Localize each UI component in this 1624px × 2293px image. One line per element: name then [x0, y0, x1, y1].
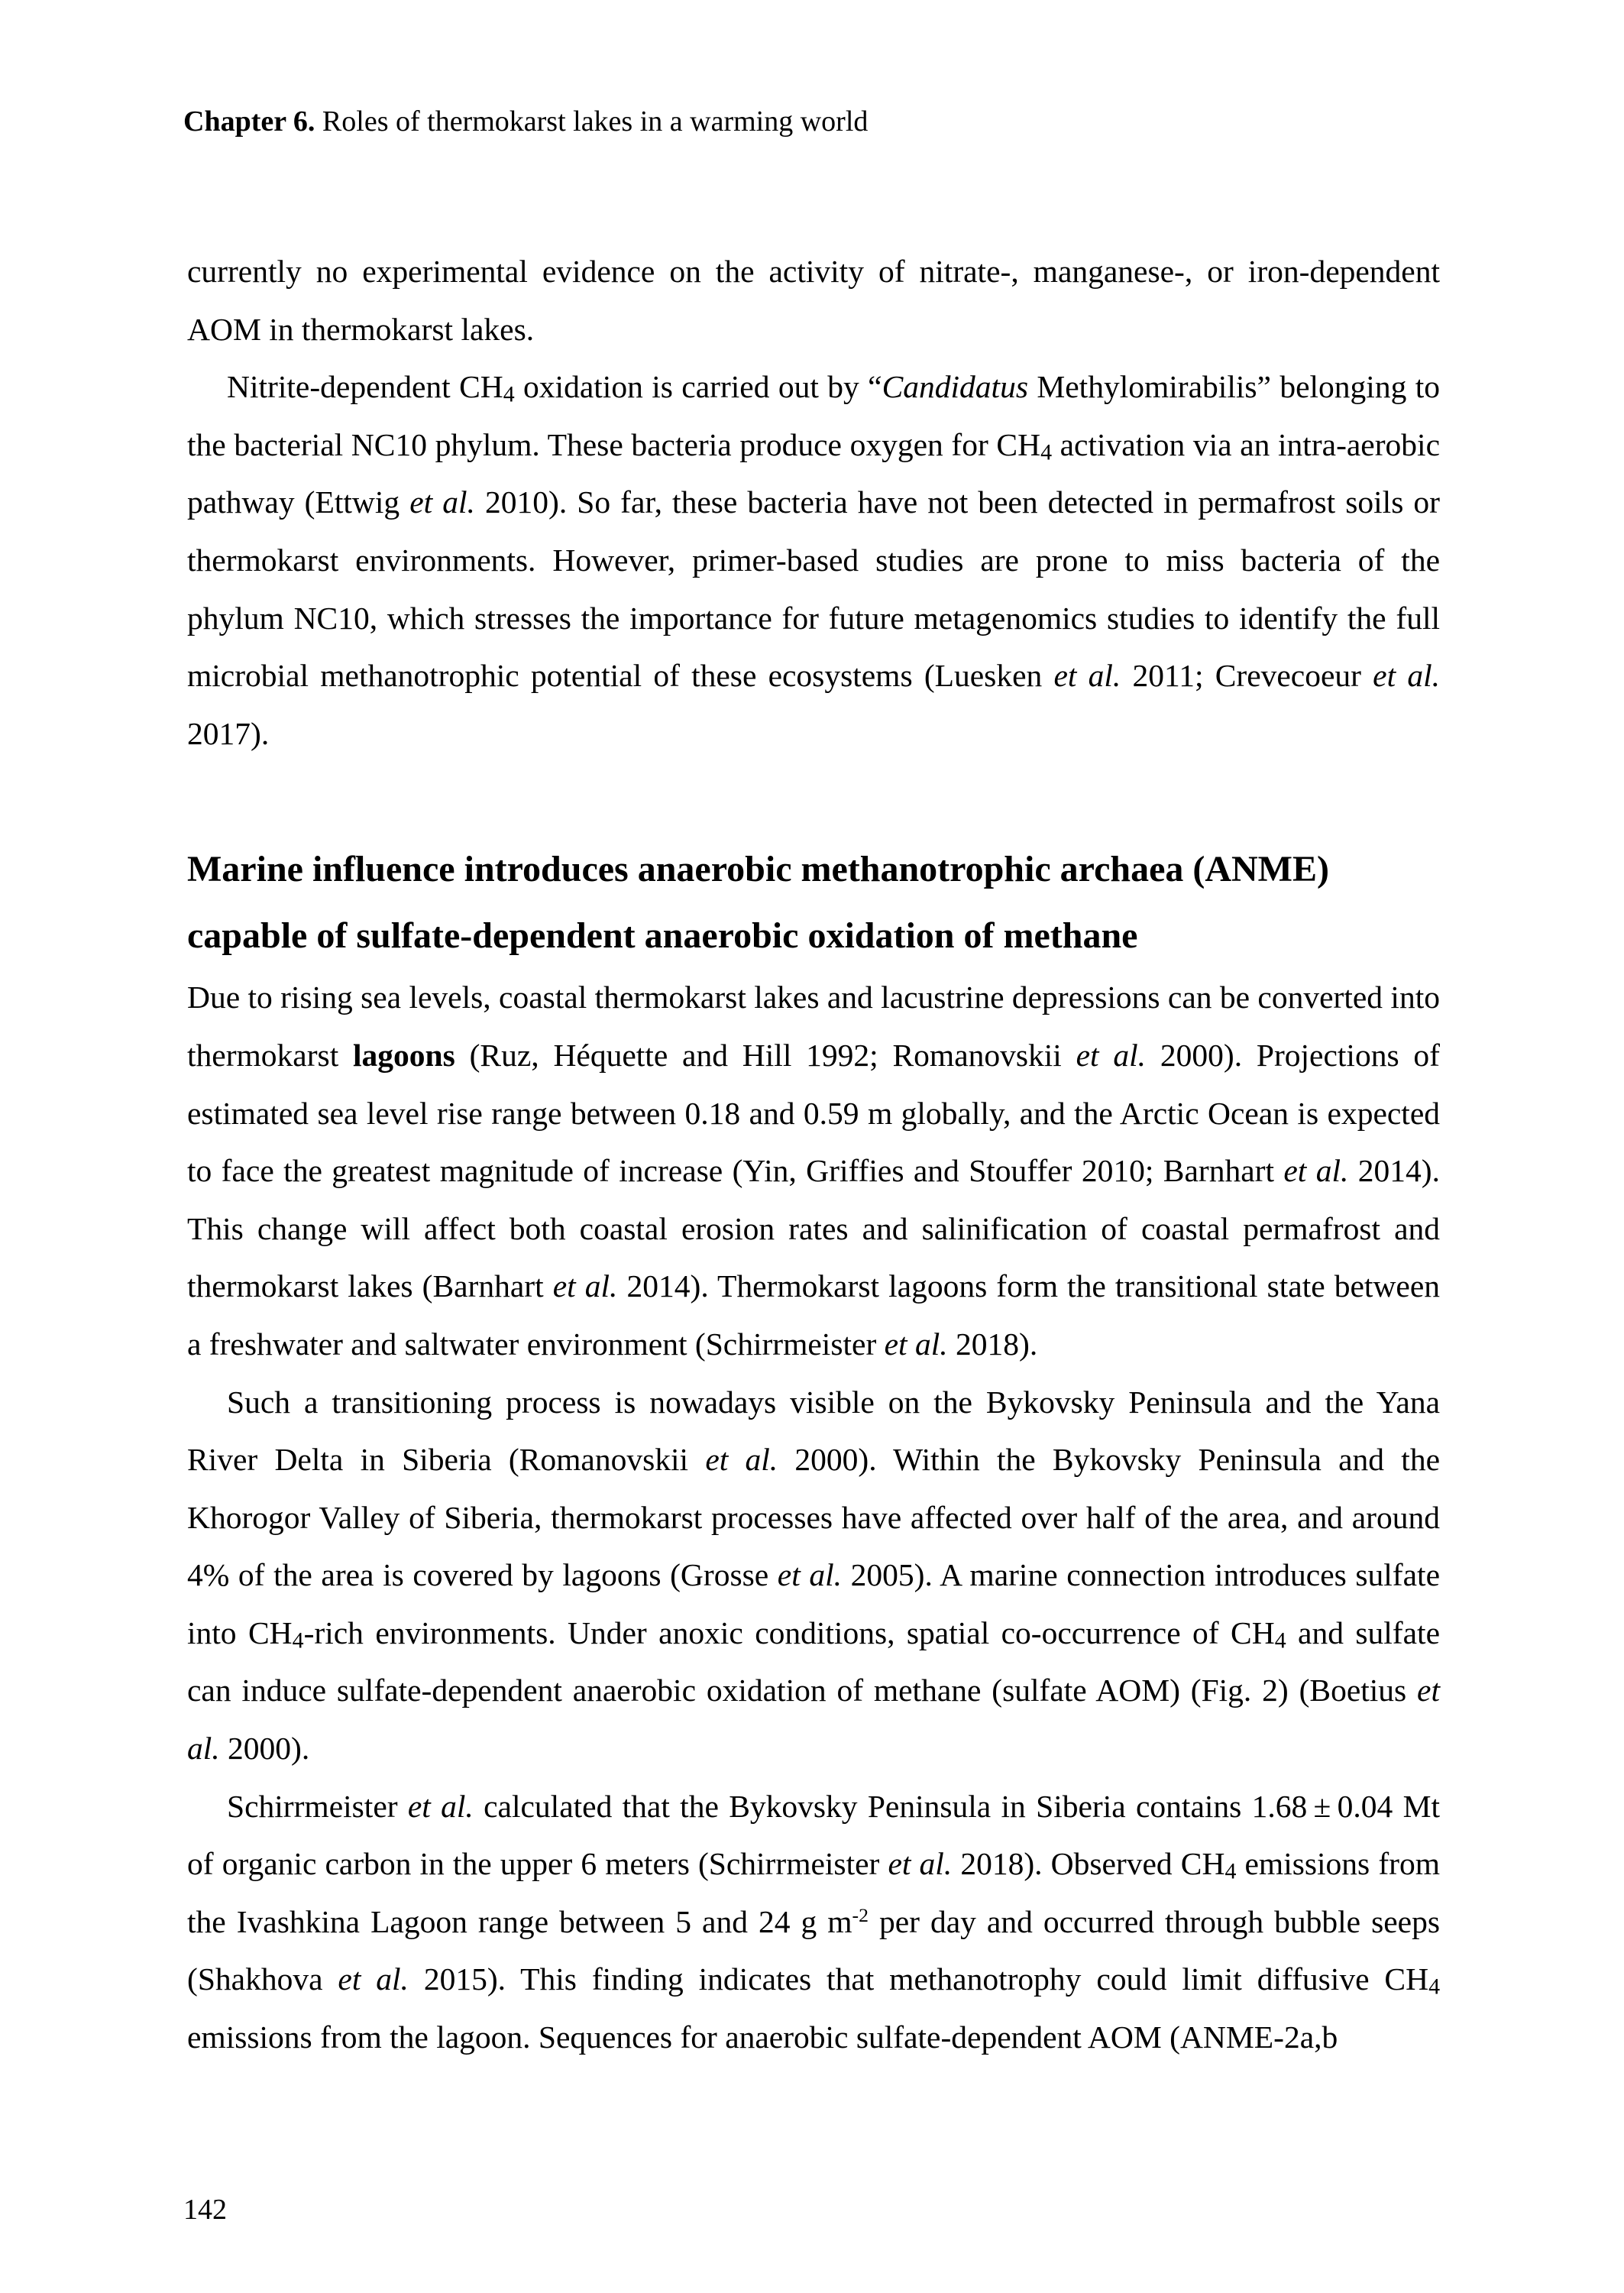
subscript: 4 [292, 1627, 304, 1653]
text-run: 2005). A marine connection introduces sulfate into CH [187, 1557, 1440, 1650]
text-run: emissions from the Ivashkina Lagoon range between 5 and 24 g m [187, 1846, 1440, 1939]
text-run: 2014). Thermokarst lagoons form the transitional state between a freshwater and saltwater environment (Schirrmeister [187, 1268, 1440, 1362]
text-run: 2000). Projections of estimated sea level rise range between 0.18 and 0.59 m globally, and the Arctic Ocean is expected to face the greatest magnitude of increase (Yin, Griffies and Stouffer 2010; Barnhart [187, 1037, 1440, 1189]
page-number: 142 [183, 2194, 227, 2226]
italic-text: et al. [1053, 658, 1121, 694]
text-run: 2017). [187, 715, 270, 751]
text-run: 2000). Within the Bykovsky Peninsula and the Khorogor Valley of Siberia, thermokarst processes have affected over half of the area, and around 4% of the area is covered by lagoons (Grosse [187, 1442, 1440, 1593]
subscript: 4 [1428, 1974, 1440, 2000]
text-run: 2014). This change will affect both coastal erosion rates and salinification of coastal permafrost and thermokarst lakes (Barnhart [187, 1153, 1440, 1304]
text-run: oxidation is carried out by “ [514, 369, 882, 405]
subscript: 4 [503, 381, 515, 407]
bold-text: lagoons [353, 1037, 455, 1073]
italic-text: et al. [552, 1268, 618, 1304]
text-run: calculated that the Bykovsky Peninsula in Siberia contains 1.68 ± 0.04 Mt of organic carbon in the upper 6 meters (Schirrmeister [187, 1788, 1440, 1882]
chapter-title: Roles of thermokarst lakes in a warming world [315, 105, 869, 138]
text-run: 2018). Observed CH [952, 1846, 1225, 1882]
heading-line-1: Marine influence introduces anaerobic methanotrophic archaea (ANME) [187, 849, 1329, 890]
text-run: 2018). [947, 1326, 1038, 1362]
italic-text: et al. [705, 1442, 778, 1478]
italic-text: et al. [409, 484, 475, 520]
text-run: -rich environments. Under anoxic conditions, spatial co-occurrence of CH [303, 1614, 1275, 1650]
heading-line-2: capable of sulfate-dependent anaerobic oxidation of methane [187, 915, 1138, 957]
italic-text: et al. [888, 1846, 953, 1882]
italic-text: et al. [884, 1326, 948, 1362]
italic-text: et al. [1373, 658, 1440, 694]
text-run: Due to rising sea levels, coastal thermokarst lakes and lacustrine depressions can be converted into thermokarst [187, 980, 1440, 1073]
text-run: 2015). This finding indicates that methanotrophy could limit diffusive CH [408, 1961, 1429, 1997]
italic-text: et al. [1283, 1153, 1349, 1189]
subscript: 4 [1224, 1858, 1237, 1884]
text-run: Methylomirabilis” belonging to the bacterial NC10 phylum. These bacteria produce oxygen for CH [187, 369, 1440, 462]
section-heading [187, 836, 1440, 969]
italic-text: Candidatus [882, 369, 1028, 405]
italic-text: et al. [187, 1673, 1440, 1767]
paragraph-5 [187, 1778, 1440, 2067]
subscript: 4 [1040, 439, 1052, 465]
italic-text: et al. [777, 1557, 843, 1593]
italic-text: et al. [1076, 1037, 1147, 1073]
text-run: 2011; Crevecoeur [1121, 658, 1373, 694]
paragraph-4 [187, 1374, 1440, 1778]
chapter-label: Chapter 6. [183, 105, 315, 138]
text-run: 2010). So far, these bacteria have not been detected in permafrost soils or thermokarst environments. However, primer-based studies are prone to miss bacteria of the phylum NC10, which stresses the importance for future metagenomics studies to identify the full microbial methanotrophic potential of these ecosystems (Luesken [187, 484, 1440, 694]
text-run: emissions from the lagoon. Sequences for anaerobic sulfate-dependent AOM (ANME-2a,b [187, 2019, 1338, 2055]
italic-text: et al. [407, 1788, 474, 1824]
superscript: -2 [852, 1903, 869, 1926]
paragraph-3 [187, 969, 1440, 1373]
paragraph-1 [187, 243, 1440, 358]
text-run: activation via an intra-aerobic pathway (Ettwig [187, 426, 1440, 520]
italic-text: et al. [338, 1961, 409, 1997]
text-run: Such a transitioning process is nowadays visible on the Bykovsky Peninsula and the Yana River Delta in Siberia (Romanovskii [187, 1384, 1440, 1478]
running-header [183, 103, 868, 140]
subscript: 4 [1274, 1627, 1286, 1653]
body-text [187, 243, 1440, 2067]
paragraph-2 [187, 358, 1440, 763]
text-run: (Ruz, Héquette and Hill 1992; Romanovskii [455, 1037, 1076, 1073]
text-run: per day and occurred through bubble seeps (Shakhova [187, 1903, 1440, 1997]
text-run: Nitrite-dependent CH [227, 369, 503, 405]
text-run: and sulfate can induce sulfate-dependent anaerobic oxidation of methane (sulfate AOM) (Fig. 2) (Boetius [187, 1614, 1440, 1708]
text-run: Schirrmeister [227, 1788, 408, 1824]
text-run: 2000). [219, 1731, 310, 1767]
text-run: currently no experimental evidence on the activity of nitrate-, manganese-, or iron-dependent AOM in thermokarst lakes. [187, 254, 1440, 347]
spacer [187, 763, 1440, 836]
